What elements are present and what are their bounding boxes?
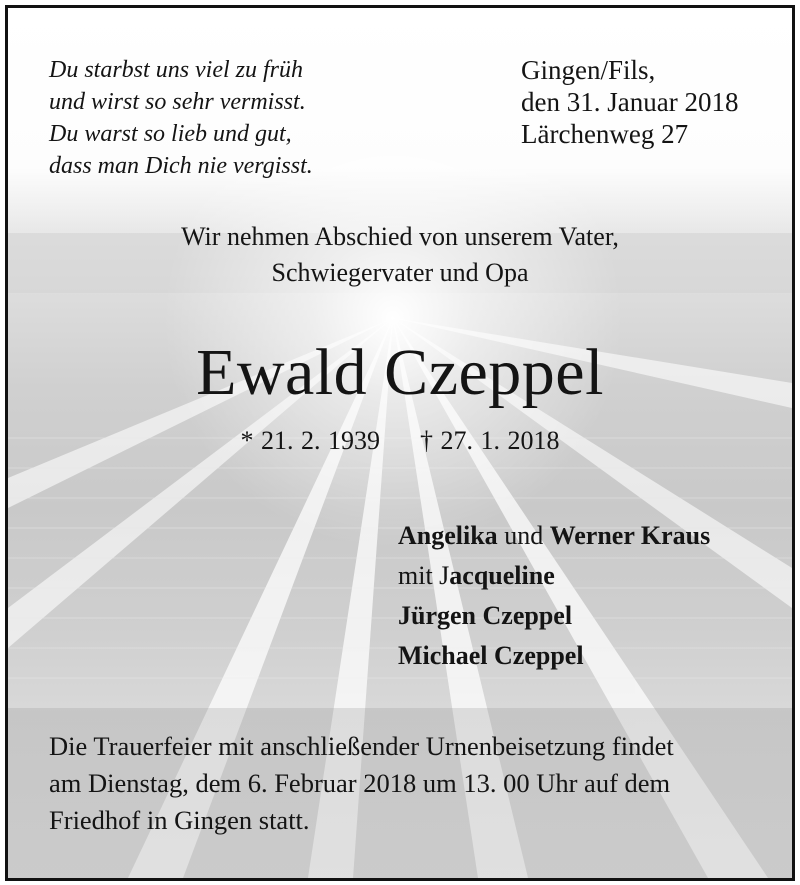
street-address: Lärchenweg 27 [521, 119, 689, 149]
deceased-name: Ewald Czeppel [196, 336, 604, 409]
service-line: am Dienstag, dem 6. Februar 2018 um 13. 00 Uhr auf dem [49, 768, 671, 798]
verse-line: Du warst so lieb und gut, [49, 121, 292, 147]
intro-line: Wir nehmen Abschied von unserem Vater, [181, 222, 619, 251]
death-date: † 27. 1. 2018 [420, 426, 560, 455]
mourners-list [398, 516, 710, 676]
farewell-intro [8, 219, 792, 291]
service-line: Friedhof in Gingen statt. [49, 805, 310, 835]
intro-line: Schwiegervater und Opa [271, 258, 529, 287]
birth-date: * 21. 2. 1939 [240, 426, 380, 455]
mourner-row [398, 516, 710, 556]
mourner-name: Werner Kraus [549, 521, 711, 550]
verse-line: Du starbst uns viel zu früh [49, 57, 304, 83]
funeral-service-info [49, 728, 674, 839]
obituary-notice [5, 5, 795, 881]
mourner-name: acqueline [449, 561, 555, 590]
service-line: Die Trauerfeier mit anschließender Urnenbeisetzung findet [49, 731, 674, 761]
life-dates [8, 423, 792, 459]
mourner-row [398, 556, 710, 596]
verse-line: und wirst so sehr vermisst. [49, 89, 306, 115]
mourner-row [398, 596, 710, 636]
mourner-connector: und [497, 521, 550, 550]
mourner-name: Angelika [398, 521, 498, 550]
memorial-verse [49, 54, 313, 182]
mourner-prefix: mit J [398, 561, 450, 590]
mourner-row [398, 636, 710, 676]
mourner-name: Michael Czeppel [398, 641, 584, 670]
mourner-name: Jürgen Czeppel [398, 601, 573, 630]
place-and-date [521, 54, 738, 150]
notice-date: den 31. Januar 2018 [521, 87, 739, 117]
city: Gingen/Fils, [521, 55, 656, 85]
verse-line: dass man Dich nie vergisst. [49, 153, 313, 179]
